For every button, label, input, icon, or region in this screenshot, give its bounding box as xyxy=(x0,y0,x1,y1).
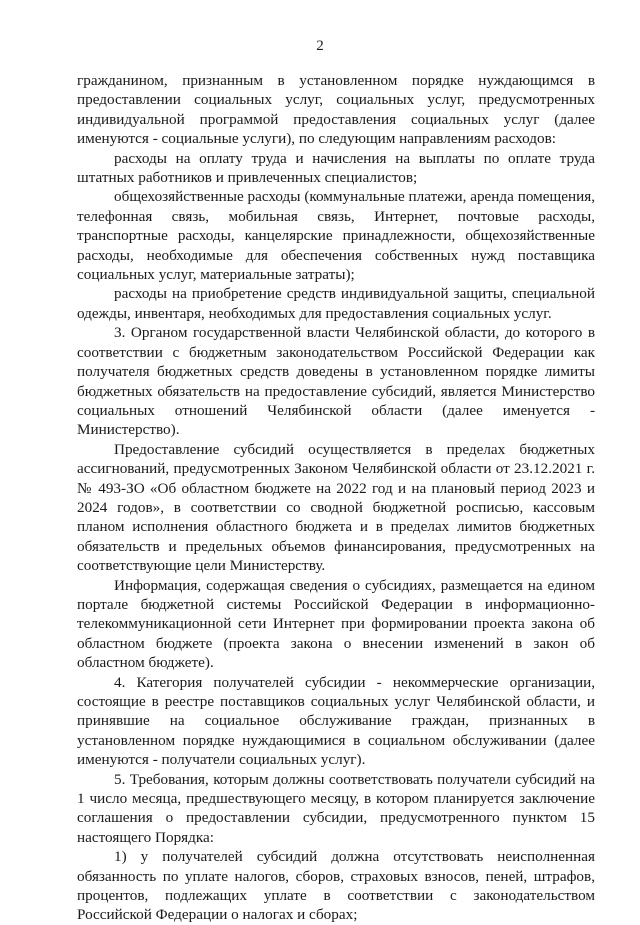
paragraph: 3. Органом государственной власти Челябинской области, до которого в соответствии с бюджетным законодательством Российской Федерации как получателя бюджетных средств доведены в установленном порядке лимиты бюджетных обязательств на предоставление субсидий, является Министерство социальных отношений Челябинской области (далее именуется - Министерство). xyxy=(77,324,595,439)
paragraph: расходы на оплату труда и начисления на выплаты по оплате труда штатных работников и привлеченных специалистов; xyxy=(77,149,595,187)
paragraph: 4. Категория получателей субсидии - некоммерческие организации, состоящие в реестре поставщиков социальных услуг Челябинской области, и принявшие на социальное обслуживание граждан, признанных в установленном порядке нуждающимися в социальном обслуживании (далее именуются - получатели социальных услуг). xyxy=(77,673,595,769)
paragraph: 5. Требования, которым должны соответствовать получатели субсидий на 1 число месяца, предшествующего месяцу, в котором планируется заключение соглашения о предоставлении субсидии, предусмотренного пунктом 15 настоящего Порядка: xyxy=(77,770,595,846)
paragraph: Предоставление субсидий осуществляется в пределах бюджетных ассигнований, предусмотренных Законом Челябинской области от 23.12.2021 г. № 493-ЗО «Об областном бюджете на 2022 год и на плановый период 2023 и 2024 годов», в соответствии со сводной бюджетной росписью, кассовым планом исполнения областного бюджета и в пределах лимитов бюджетных обязательств и предельных объемов финансирования, предусмотренных на соответствующие цели Министерству. xyxy=(77,440,595,575)
paragraph: общехозяйственные расходы (коммунальные платежи, аренда помещения, телефонная связь, мобильная связь, Интернет, почтовые расходы, транспортные расходы, канцелярские принадлежности, общехозяйственные расходы, необходимые для обеспечения собственных нужд поставщика социальных услуг, материальные затраты); xyxy=(77,188,595,284)
paragraph: гражданином, признанным в установленном порядке нуждающимся в предоставлении социальных услуг, социальных услуг, предусмотренных индивидуальной программой предоставления социальных услуг (далее именуются - социальные услуги), по следующим направлениям расходов: xyxy=(77,72,595,148)
paragraph: расходы на приобретение средств индивидуальной защиты, специальной одежды, инвентаря, необходимых для предоставления социальных услуг. xyxy=(77,285,595,322)
paragraph: Информация, содержащая сведения о субсидиях, размещается на едином портале бюджетной системы Российской Федерации в информационно-телекоммуникационной сети Интернет при формировании проекта закона об областном бюджете (проекта закона о внесении изменений в закон об областном бюджете). xyxy=(77,576,595,672)
paragraph: 1) у получателей субсидий должна отсутствовать неисполненная обязанность по уплате налогов, сборов, страховых взносов, пеней, штрафов, процентов, подлежащих уплате в соответствии с законодательством Российской Федерации о налогах и сборах; xyxy=(77,848,595,924)
page-number: 2 xyxy=(316,38,324,54)
document-body xyxy=(77,71,595,925)
